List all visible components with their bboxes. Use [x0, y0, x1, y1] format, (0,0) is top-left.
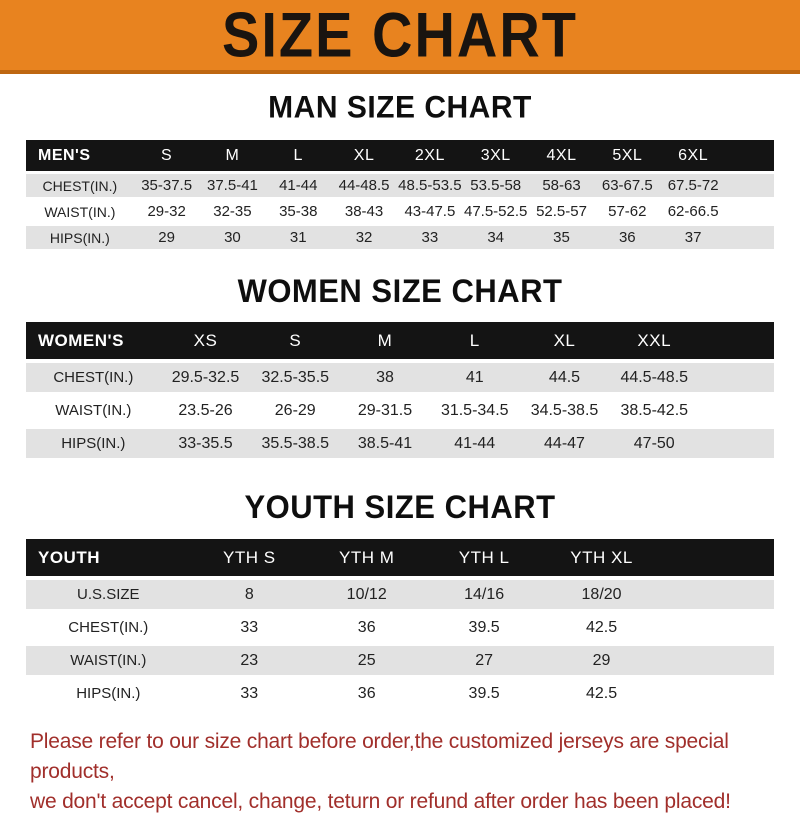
size-value-cell: 35-37.5: [134, 174, 200, 197]
men-size-column-header: S: [134, 140, 200, 171]
size-value-cell: 29: [134, 226, 200, 249]
size-value-cell: 63-67.5: [594, 174, 660, 197]
row-label: HIPS(IN.): [26, 679, 191, 708]
women-section-heading: WOMEN SIZE CHART: [237, 272, 563, 310]
men-waist-row: [26, 200, 774, 223]
size-value-cell: 53.5-58: [463, 174, 529, 197]
size-value-cell: 29-31.5: [340, 396, 430, 425]
youth-size-column-header: YTH M: [308, 539, 425, 576]
row-label: HIPS(IN.): [26, 226, 134, 249]
size-value-cell: 30: [200, 226, 266, 249]
spacer-cell: [726, 226, 774, 249]
row-label: U.S.SIZE: [26, 580, 191, 609]
row-label: WAIST(IN.): [26, 646, 191, 675]
size-value-cell: 41-44: [430, 429, 520, 458]
spacer-cell: [726, 140, 774, 171]
size-value-cell: 43-47.5: [397, 200, 463, 223]
men-size-column-header: 5XL: [594, 140, 660, 171]
women-hips-row: [26, 429, 774, 458]
size-value-cell: 32: [331, 226, 397, 249]
size-value-cell: 31.5-34.5: [430, 396, 520, 425]
spacer-cell: [660, 646, 774, 675]
size-value-cell: 23.5-26: [161, 396, 251, 425]
disclaimer-line-2: we don't accept cancel, change, teturn or refund after order has been placed!: [30, 789, 731, 813]
man-section-heading: MAN SIZE CHART: [268, 90, 532, 125]
size-value-cell: 35.5-38.5: [250, 429, 340, 458]
size-value-cell: 26-29: [250, 396, 340, 425]
size-value-cell: 29: [543, 646, 660, 675]
women-size-column-header: XS: [161, 322, 251, 359]
women-table-corner-label: WOMEN'S: [26, 322, 161, 359]
spacer-cell: [660, 539, 774, 576]
youth-section-heading: YOUTH SIZE CHART: [244, 488, 556, 526]
women-table-header-row: [26, 322, 774, 359]
youth-hips-row: [26, 679, 774, 708]
spacer-cell: [699, 429, 774, 458]
size-value-cell: 37: [660, 226, 726, 249]
size-value-cell: 39.5: [425, 613, 542, 642]
women-chest-row: [26, 363, 774, 392]
women-size-column-header: XL: [520, 322, 610, 359]
size-value-cell: 35-38: [265, 200, 331, 223]
disclaimer-line-1: Please refer to our size chart before order,the customized jerseys are special products,: [30, 730, 729, 783]
women-size-column-header: XXL: [609, 322, 699, 359]
size-value-cell: 36: [594, 226, 660, 249]
men-chest-row: [26, 174, 774, 197]
size-value-cell: 42.5: [543, 679, 660, 708]
spacer-cell: [726, 200, 774, 223]
size-value-cell: 44-47: [520, 429, 610, 458]
disclaimer-text: [0, 727, 800, 816]
youth-waist-row: [26, 646, 774, 675]
size-value-cell: 44.5-48.5: [609, 363, 699, 392]
men-size-column-header: L: [265, 140, 331, 171]
size-value-cell: 18/20: [543, 580, 660, 609]
men-size-table: [26, 137, 774, 252]
youth-size-column-header: YTH XL: [543, 539, 660, 576]
size-value-cell: 62-66.5: [660, 200, 726, 223]
size-value-cell: 44-48.5: [331, 174, 397, 197]
size-value-cell: 31: [265, 226, 331, 249]
spacer-cell: [726, 174, 774, 197]
men-size-column-header: 2XL: [397, 140, 463, 171]
size-value-cell: 32-35: [200, 200, 266, 223]
size-value-cell: 42.5: [543, 613, 660, 642]
men-table-header-row: [26, 140, 774, 171]
size-value-cell: 29.5-32.5: [161, 363, 251, 392]
size-value-cell: 25: [308, 646, 425, 675]
size-value-cell: 44.5: [520, 363, 610, 392]
size-value-cell: 37.5-41: [200, 174, 266, 197]
size-chart-banner: [0, 0, 800, 74]
youth-table-header-row: [26, 539, 774, 576]
women-size-column-header: L: [430, 322, 520, 359]
women-waist-row: [26, 396, 774, 425]
men-size-column-header: XL: [331, 140, 397, 171]
size-value-cell: 32.5-35.5: [250, 363, 340, 392]
size-value-cell: 23: [191, 646, 308, 675]
size-value-cell: 41: [430, 363, 520, 392]
size-value-cell: 38-43: [331, 200, 397, 223]
women-size-column-header: M: [340, 322, 430, 359]
row-label: CHEST(IN.): [26, 174, 134, 197]
row-label: WAIST(IN.): [26, 200, 134, 223]
men-size-column-header: 6XL: [660, 140, 726, 171]
size-value-cell: 14/16: [425, 580, 542, 609]
spacer-cell: [699, 396, 774, 425]
spacer-cell: [660, 613, 774, 642]
size-value-cell: 52.5-57: [529, 200, 595, 223]
men-size-column-header: M: [200, 140, 266, 171]
spacer-cell: [660, 679, 774, 708]
size-value-cell: 33: [191, 679, 308, 708]
size-value-cell: 36: [308, 613, 425, 642]
youth-ussize-row: [26, 580, 774, 609]
youth-size-column-header: YTH S: [191, 539, 308, 576]
size-value-cell: 35: [529, 226, 595, 249]
size-value-cell: 39.5: [425, 679, 542, 708]
size-value-cell: 58-63: [529, 174, 595, 197]
women-size-column-header: S: [250, 322, 340, 359]
men-size-column-header: 3XL: [463, 140, 529, 171]
size-value-cell: 34: [463, 226, 529, 249]
youth-size-table: [26, 535, 774, 712]
spacer-cell: [699, 322, 774, 359]
size-value-cell: 33: [191, 613, 308, 642]
men-size-column-header: 4XL: [529, 140, 595, 171]
row-label: HIPS(IN.): [26, 429, 161, 458]
size-value-cell: 48.5-53.5: [397, 174, 463, 197]
spacer-cell: [699, 363, 774, 392]
banner-title: SIZE CHART: [222, 0, 578, 70]
spacer-cell: [660, 580, 774, 609]
youth-table-corner-label: YOUTH: [26, 539, 191, 576]
size-value-cell: 8: [191, 580, 308, 609]
row-label: CHEST(IN.): [26, 363, 161, 392]
row-label: WAIST(IN.): [26, 396, 161, 425]
youth-size-column-header: YTH L: [425, 539, 542, 576]
women-size-table: [26, 318, 774, 462]
youth-chest-row: [26, 613, 774, 642]
size-value-cell: 33: [397, 226, 463, 249]
size-value-cell: 33-35.5: [161, 429, 251, 458]
size-value-cell: 41-44: [265, 174, 331, 197]
row-label: CHEST(IN.): [26, 613, 191, 642]
men-hips-row: [26, 226, 774, 249]
size-value-cell: 38: [340, 363, 430, 392]
men-table-corner-label: MEN'S: [26, 140, 134, 171]
size-value-cell: 38.5-42.5: [609, 396, 699, 425]
size-value-cell: 27: [425, 646, 542, 675]
size-value-cell: 38.5-41: [340, 429, 430, 458]
size-value-cell: 34.5-38.5: [520, 396, 610, 425]
size-value-cell: 10/12: [308, 580, 425, 609]
size-value-cell: 47-50: [609, 429, 699, 458]
size-value-cell: 47.5-52.5: [463, 200, 529, 223]
size-value-cell: 36: [308, 679, 425, 708]
size-value-cell: 57-62: [594, 200, 660, 223]
size-value-cell: 29-32: [134, 200, 200, 223]
size-value-cell: 67.5-72: [660, 174, 726, 197]
